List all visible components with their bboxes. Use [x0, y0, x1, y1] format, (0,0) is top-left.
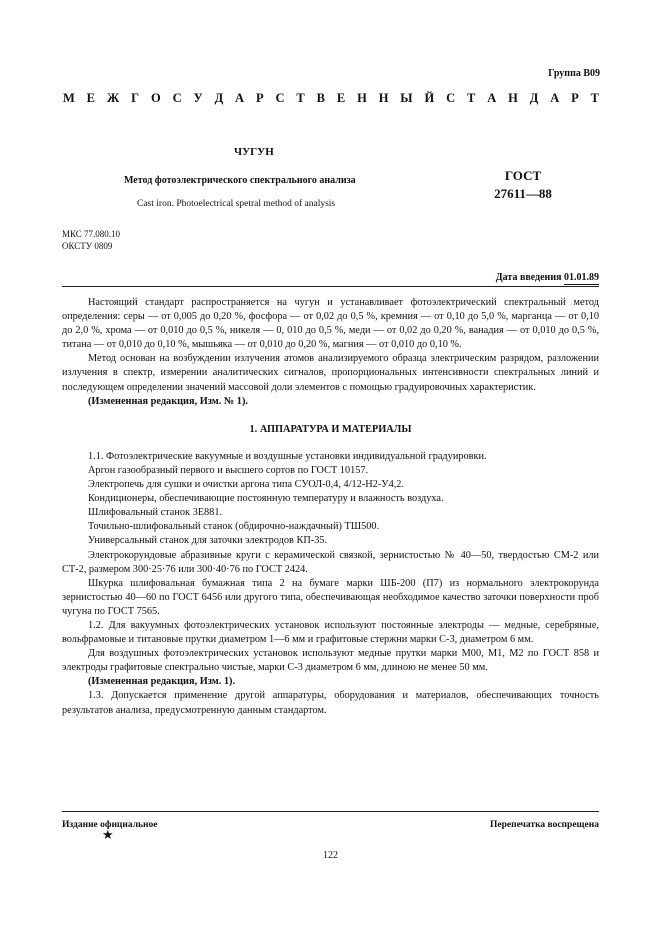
item-furnace: Электропечь для сушки и очистки аргона типа СУОЛ-0,4, 4/12-Н2-У4,2. — [88, 479, 405, 491]
intro-date-label: Дата введения — [495, 272, 562, 283]
banner-word-standard: С Т А Н Д А Р Т — [446, 91, 599, 105]
item-conditioners: Кондиционеры, обеспечивающие постоянную температуру и влажность воздуха. — [88, 493, 444, 505]
gost-label: ГОСТ — [504, 168, 542, 183]
scope-paragraph: Настоящий стандарт распространяется на чугун и устанавливает фотоэлектрический спектральный метод определения: серы — от 0,005 до 0,20 %, фосфора — от 0,02 до 0,5 %, кремния — от 0,10 до 5,0 %, марганца — от 0,10 до 2,0 %, хрома — от 0,010 до 0,5 %, никеля — 0, 010 до 0,5 %, меди — от 0,02 до 0,20 %, ванадия — от 0,010 до 0,5 %, титана — от 0,010 до 0,10 %, мышьяка — от 0,010 до 0,20 %, магния — от 0,010 до 0,10 %. — [62, 297, 599, 351]
item-universal-machine: Универсальный станок для заточки электродов КП-35. — [88, 535, 328, 547]
header-divider — [62, 286, 599, 287]
item-abrasive-wheels: Электрокорундовые абразивные круги с керамической связкой, зернистостью № 40—50, твердостью СМ-2 или СТ-2, размером 300·25·76 или 300·40·76 по ГОСТ 2424. — [62, 549, 599, 575]
banner-word-interstate: М Е Ж Г О С У Д А Р С Т В Е Н Н Ы Й — [63, 91, 435, 105]
method-paragraph: Метод основан на возбуждении излучения атомов анализируемого образца электрическим разрядом, разложении излучения в спектр, измерении аналитических сигналов, пропорциональных интенсивности спектральных линий и последующем определении значений массовой доли элементов с помощью градуировочных характеристик. — [62, 353, 599, 393]
item-air-installations: Для воздушных фотоэлектрических установок используют медные прутки марки М00, М1, М2 по ГОСТ 858 и электроды графитовые спектрально чистые, марки С-3 диаметром 6 мм, длиною не менее 50 мм. — [62, 648, 599, 674]
document-title: ЧУГУН — [234, 146, 274, 158]
item-1-2: 1.2. Для вакуумных фотоэлектрических установок используют постоянные электроды — медные, серебряные, вольфрамовые и титановые прутки диаметром 1—6 мм и графитовые стержни марки С-3, диаметром 6 мм. — [62, 619, 599, 646]
reprint-prohibited-label: Перепечатка воспрещена — [489, 820, 599, 830]
item-argon: Аргон газообразный первого и высшего сортов по ГОСТ 10157. — [88, 464, 369, 476]
amendment-note: (Измененная редакция, Изм. № 1). — [88, 395, 248, 407]
mks-code: МКС 77.080.10 — [62, 229, 121, 239]
introduction-date — [496, 272, 599, 283]
amendment-note-2: (Измененная редакция, Изм. 1). — [88, 676, 236, 688]
official-edition-label: Издание официальное — [62, 820, 158, 830]
footer-divider — [62, 811, 599, 812]
standard-banner — [63, 91, 599, 106]
item-sandpaper: Шкурка шлифовальная бумажная типа 2 на бумаге марки ШБ-200 (П7) из нормального электрокорунда зернистостью 40—60 по ГОСТ 6456 или другого типа, обеспечивающая необходимое качество заточки поверхности проб чугуна по ГОСТ 7565. — [62, 577, 599, 617]
gost-designation — [468, 167, 578, 203]
star-icon: ★ — [102, 827, 114, 842]
classification-codes — [62, 228, 120, 252]
item-grinder: Шлифовальный станок 3Е881. — [88, 507, 223, 519]
item-1-3: 1.3. Допускается применение другой аппаратуры, оборудования и материалов, обеспечивающих точность результатов анализа, предусмотренную данным стандартом. — [62, 690, 599, 716]
section-heading-apparatus: 1. АППАРАТУРА И МАТЕРИАЛЫ — [249, 423, 412, 435]
group-code: Группа В09 — [548, 68, 600, 79]
item-sharpener: Точильно-шлифовальный станок (обдирочно-наждачный) ТШ500. — [88, 521, 380, 533]
item-1-1: 1.1. Фотоэлектрические вакуумные и воздушные установки индивидуальной градуировки. — [88, 450, 487, 462]
method-title: Метод фотоэлектрического спектрального анализа — [124, 175, 356, 186]
document-body — [62, 296, 599, 718]
page-number: 122 — [323, 850, 338, 861]
intro-date-value: 01.01.89 — [564, 272, 599, 283]
okstu-code: ОКСТУ 0809 — [62, 241, 113, 251]
english-title: Cast iron. Photoelectrical spetral method of analysis — [137, 199, 336, 209]
gost-number: 27611—88 — [494, 186, 552, 201]
